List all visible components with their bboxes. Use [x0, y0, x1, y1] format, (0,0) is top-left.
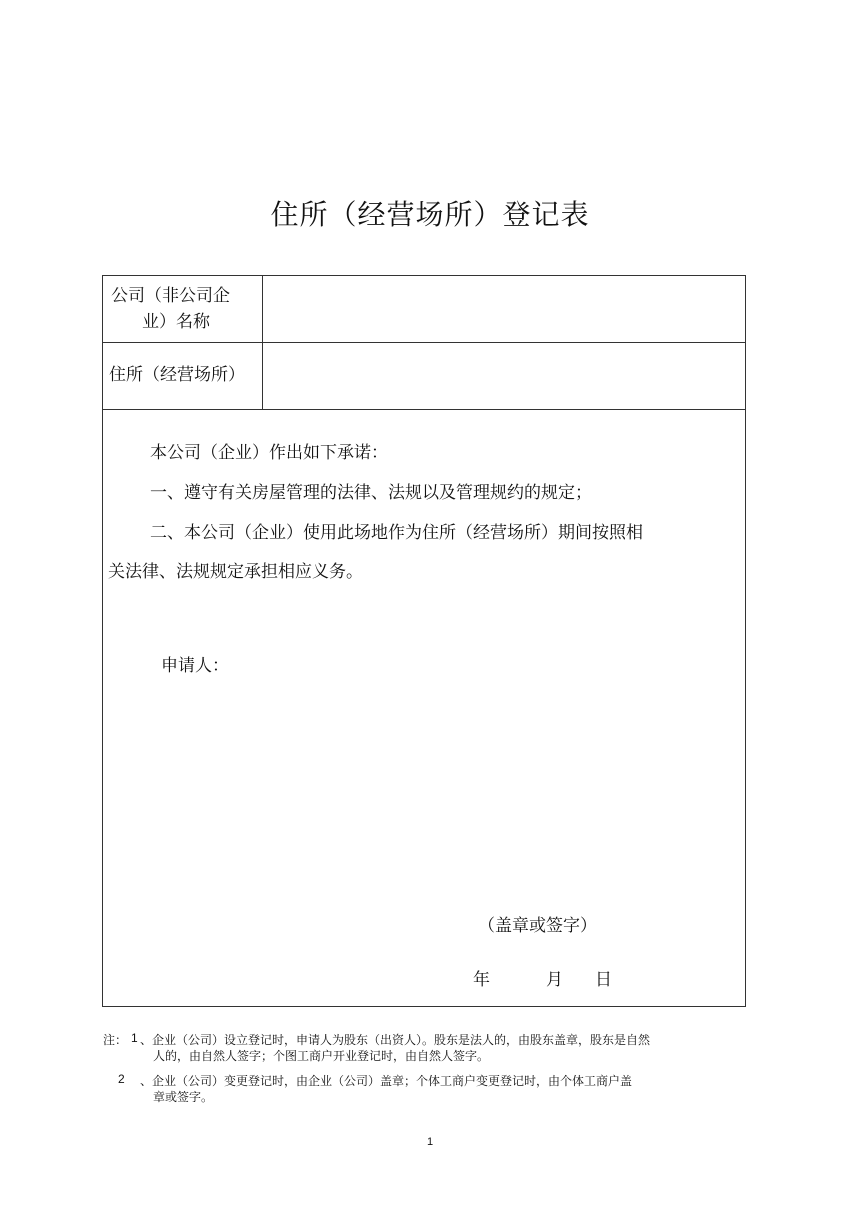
company-name-field[interactable]: [263, 276, 745, 342]
page-number: 1: [426, 1136, 434, 1148]
applicant-label: 申请人：: [161, 656, 229, 676]
note-2-number: 2: [118, 1072, 125, 1086]
date-day-label: 日: [595, 970, 612, 990]
address-field[interactable]: [263, 343, 745, 409]
date-month-label: 月: [546, 970, 563, 990]
commitment-item-2-line1: 二、本公司（企业）使用此场地作为住所（经营场所）期间按照相: [150, 523, 643, 543]
company-name-row: [103, 276, 745, 343]
note-2-line1: 、企业（公司）变更登记时，由企业（公司）盖章；个体工商户变更登记时，由个体工商户盖: [140, 1074, 633, 1088]
commitment-intro: 本公司（企业）作出如下承诺：: [150, 443, 388, 463]
note-2-line2: 章或签字。: [153, 1090, 214, 1104]
notes-prefix: 注：: [103, 1033, 128, 1047]
company-name-label-line2: 业）名称: [142, 312, 210, 332]
company-name-label: [103, 276, 263, 342]
commitment-item-2-line2: 关法律、法规规定承担相应义务。: [108, 562, 363, 582]
address-label-text: 住所（经营场所）: [109, 365, 245, 385]
note-1-line1: 、企业（公司）设立登记时，申请人为股东（出资人）。股东是法人的，由股东盖章，股东是自然: [140, 1033, 651, 1047]
registration-form-table: [102, 275, 746, 1007]
seal-or-signature-label: （盖章或签字）: [478, 916, 597, 936]
date-year-label: 年: [473, 970, 490, 990]
company-name-label-line1: 公司（非公司企: [111, 286, 230, 306]
note-1-line2: 人的，由自然人签字；个图工商户开业登记时，由自然人签字。: [153, 1049, 490, 1063]
commitment-item-1: 一、遵守有关房屋管理的法律、法规以及管理规约的规定；: [150, 483, 592, 503]
address-row: [103, 343, 745, 410]
page-title: 住所（经营场所）登记表: [270, 198, 590, 231]
address-label: [103, 343, 263, 409]
note-1-number: 1: [131, 1031, 138, 1045]
